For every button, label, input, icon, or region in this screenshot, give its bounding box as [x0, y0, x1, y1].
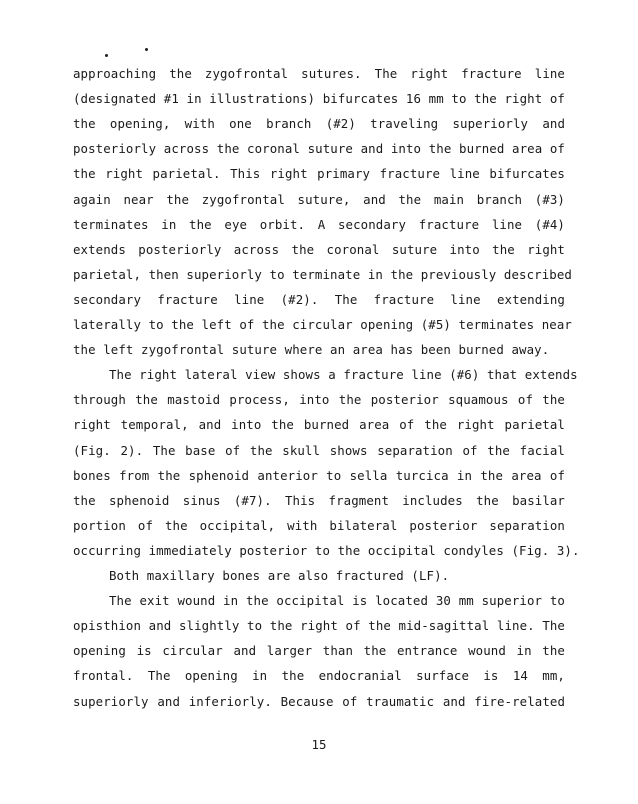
text-line: (designated #1 in illustrations) bifurcates 16 mm to the right of [73, 91, 565, 107]
text-line: terminates in the eye orbit. A secondary fracture line (#4) [73, 216, 565, 232]
text-line: Both maxillary bones are also fractured (LF). [109, 568, 450, 583]
text-line: opisthion and slightly to the right of the mid-sagittal line. The [73, 618, 565, 634]
text-line: approaching the zygofrontal sutures. The right fracture line [73, 66, 565, 81]
text-line: posteriorly across the coronal suture and into the burned area of [73, 141, 565, 157]
text-line: The exit wound in the occipital is located 30 mm superior to [109, 593, 565, 609]
text-line: again near the zygofrontal suture, and the main branch (#3) [73, 191, 565, 207]
text-line: the left zygofrontal suture where an area has been burned away. [73, 342, 550, 358]
text-line: (Fig. 2). The base of the skull shows separation of the facial [73, 442, 565, 458]
text-line: through the mastoid process, into the posterior squamous of the [73, 392, 565, 408]
text-line: the sphenoid sinus (#7). This fragment includes the basilar [73, 492, 565, 508]
text-line: portion of the occipital, with bilateral posterior separation [73, 517, 565, 533]
text-line: the right parietal. This right primary fracture line bifurcates [73, 166, 565, 182]
scan-speck [105, 54, 108, 57]
text-line: The right lateral view shows a fracture line (#6) that extends [109, 367, 578, 383]
text-line: frontal. The opening in the endocranial surface is 14 mm, [73, 668, 565, 684]
text-line: right temporal, and into the burned area of the right parietal [73, 417, 565, 433]
text-line: laterally to the left of the circular opening (#5) terminates near [73, 317, 572, 332]
text-line: the opening, with one branch (#2) traveling superiorly and [73, 116, 565, 132]
text-line: extends posteriorly across the coronal suture into the right [73, 241, 565, 257]
page-number: 15 [311, 737, 327, 752]
text-line: superiorly and inferiorly. Because of traumatic and fire-related [73, 693, 565, 709]
text-line: secondary fracture line (#2). The fracture line extending [73, 291, 565, 307]
text-line: bones from the sphenoid anterior to sella turcica in the area of [73, 467, 565, 483]
text-line: occurring immediately posterior to the occipital condyles (Fig. 3). [73, 542, 580, 558]
text-line: opening is circular and larger than the entrance wound in the [73, 643, 565, 659]
text-line: parietal, then superiorly to terminate in the previously described [73, 266, 572, 282]
scan-specks [100, 46, 160, 60]
scan-speck [145, 48, 148, 51]
